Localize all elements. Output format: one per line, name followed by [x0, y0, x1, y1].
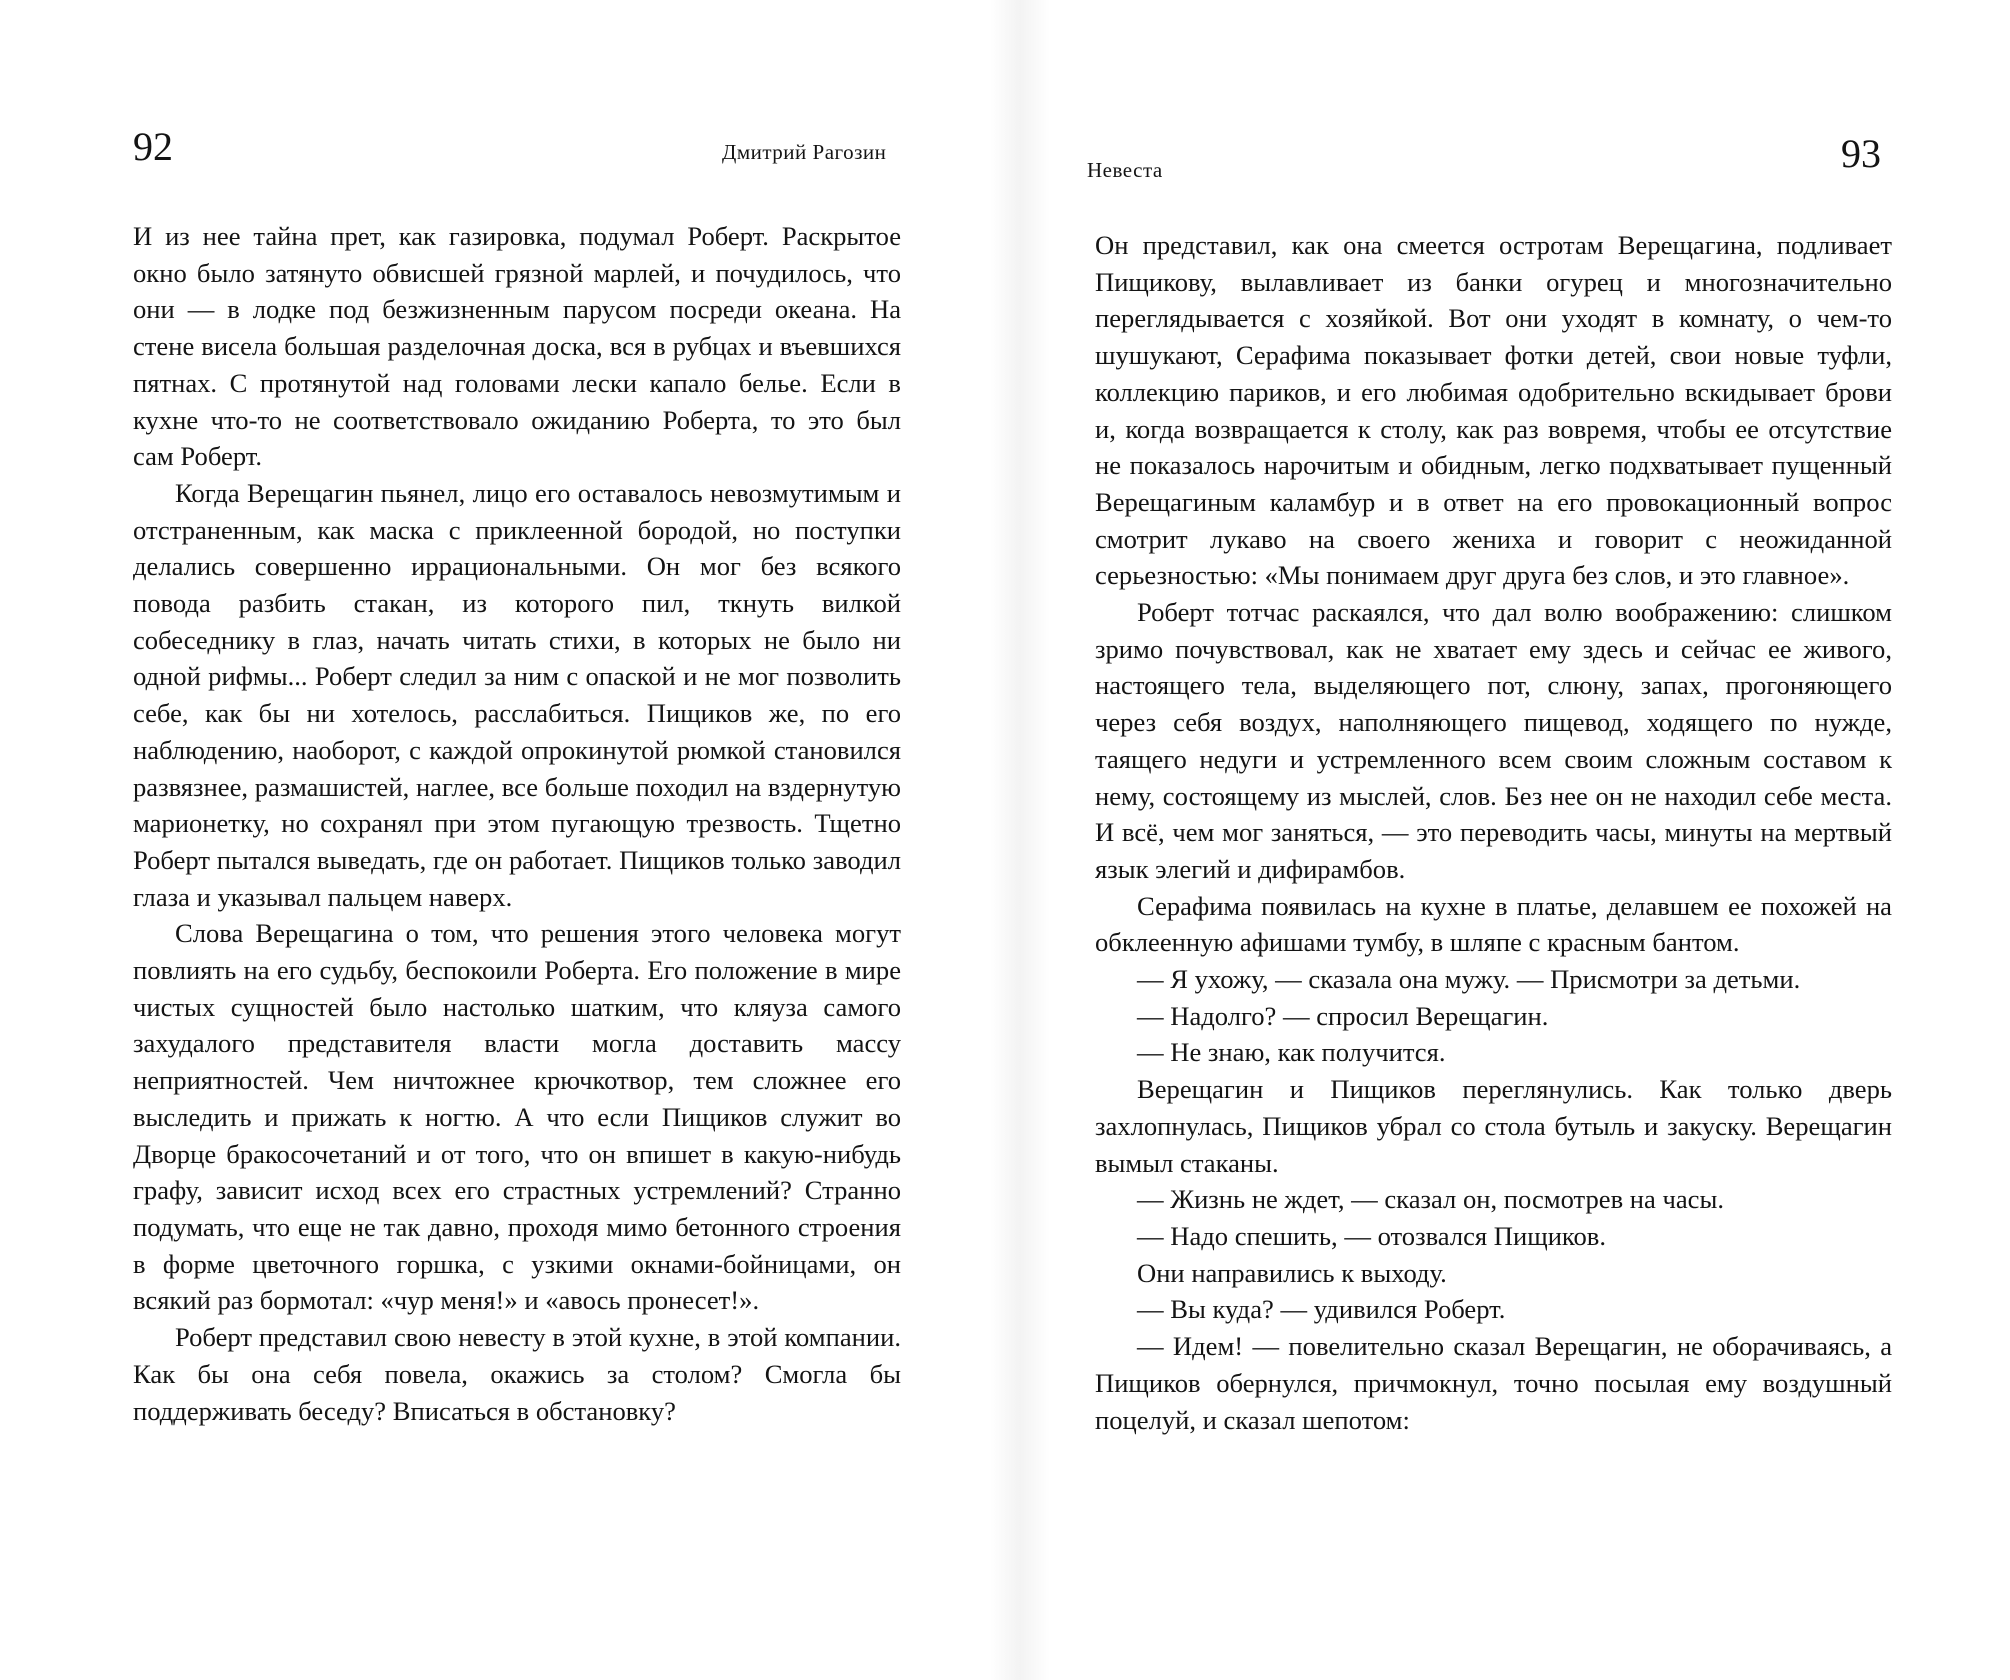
- dialogue-line: — Идем! — повелительно сказал Верещагин, не оборачиваясь, а Пищиков обернулся, причмокнул, точно посылая ему воздушный поцелуй, и сказал шепотом:: [1095, 1331, 1892, 1435]
- dialogue-line: — Жизнь не ждет, — сказал он, посмотрев на часы.: [1137, 1184, 1724, 1215]
- running-head-title: Невеста: [1087, 158, 1163, 182]
- dialogue-line: — Я ухожу, — сказала она мужу. — Присмотри за детьми.: [1137, 964, 1801, 995]
- dialogue-line: — Надолго? — спросил Верещагин.: [1137, 1000, 1549, 1031]
- paragraph: Он представил, как она смеется остротам Верещагина, подливает Пищикову, вылавливает из банки огурец и многозначительно переглядывается с хозяйкой. Вот они уходят в комнату, о чем-то шушукают, Серафима показывает фотки детей, свои новые туфли, коллекцию париков, и его любимая одобрительно вскидывает брови и, когда возвращается к столу, как раз вовремя, чтобы ее отсутствие не показалось нарочитым и обидным, легко подхватывает пущенный Верещагиным каламбур и в ответ на его провокационный вопрос смотрит лукаво на своего жениха и говорит с неожиданной серьезностью: «Мы понимаем друг друга без слов, и это главное».: [1095, 230, 1892, 591]
- right-page: [1005, 0, 2010, 1680]
- left-page: [0, 0, 1000, 1680]
- paragraph: Слова Верещагина о том, что решения этого человека могут повлиять на его судьбу, беспокоили Роберта. Его положение в мире чистых сущностей было настолько шатким, что кляуза самого захудалого представителя власти могла доставить массу неприятностей. Чем ничтожнее крючкотвор, тем сложнее его выследить и прижать к ногтю. А что если Пищиков служит во Дворце бракосочетаний и от того, что он впишет в какую-нибудь графу, зависит исход всех его страстных устремлений? Странно подумать, что еще не так давно, проходя мимо бетонного строения в форме цветочного горшка, с узкими окнами-бойницами, он всякий раз бормотал: «чур меня!» и «авось пронесет!».: [133, 918, 901, 1316]
- paragraph: Серафима появилась на кухне в платье, делавшем ее похожей на обклеенную афишами тумбу, в шляпе с красным бантом.: [1095, 890, 1892, 958]
- right-page-text: [1095, 227, 1892, 1438]
- paragraph: Верещагин и Пищиков переглянулись. Как только дверь захлопнулась, Пищиков убрал со стола бутыль и закуску. Верещагин вымыл стаканы.: [1095, 1074, 1892, 1178]
- dialogue-line: — Надо спешить, — отозвался Пищиков.: [1137, 1220, 1607, 1251]
- running-head-author: Дмитрий Рагозин: [722, 140, 887, 164]
- paragraph: И из нее тайна прет, как газировка, подумал Роберт. Раскрытое окно было затянуто обвисшей грязной марлей, и почудилось, что они — в лодке под безжизненным парусом посреди океана. На стене висела большая разделочная доска, вся в рубцах и въевшихся пятнах. С протянутой над головами лески капало белье. Если в кухне что-то не соответствовало ожиданию Роберта, то это был сам Роберт.: [133, 221, 901, 472]
- dialogue-line: — Не знаю, как получится.: [1137, 1037, 1446, 1068]
- paragraph: Роберт представил свою невесту в этой кухне, в этой компании. Как бы она себя повела, окажись за столом? Смогла бы поддерживать беседу? Вписаться в обстановку?: [133, 1322, 901, 1426]
- page-number-left: 92: [133, 124, 173, 169]
- dialogue-line: — Вы куда? — удивился Роберт.: [1137, 1294, 1506, 1325]
- left-page-text: [133, 218, 901, 1429]
- page-number-right: 93: [1841, 131, 1881, 176]
- paragraph: Когда Верещагин пьянел, лицо его оставалось невозмутимым и отстраненным, как маска с приклеенной бородой, но поступки делались совершенно иррациональными. Он мог без всякого повода разбить стакан, из которого пил, ткнуть вилкой собеседнику в глаз, начать читать стихи, в которых не было ни одной рифмы... Роберт следил за ним с опаской и не мог позволить себе, как бы ни хотелось, расслабиться. Пищиков же, по его наблюдению, наоборот, с каждой опрокинутой рюмкой становился развязнее, размашистей, наглее, все больше походил на вздернутую марионетку, но сохранял при этом пугающую трезвость. Тщетно Роберт пытался выведать, где он работает. Пищиков только заводил глаза и указывал пальцем наверх.: [133, 477, 901, 912]
- paragraph: Они направились к выходу.: [1137, 1257, 1447, 1288]
- paragraph: Роберт тотчас раскаялся, что дал волю воображению: слишком зримо почувствовал, как не хватает ему здесь и сейчас ее живого, настоящего тела, выделяющего пот, слюну, запах, прогоняющего через себя воздух, наполняющего пищевод, ходящего по нужде, таящего недуги и устремленного всем своим сложным составом к нему, состоящему из мыслей, слов. Без нее он не находил себе места. И всё, чем мог заняться, — это переводить часы, минуты на мертвый язык элегий и дифирамбов.: [1095, 597, 1892, 884]
